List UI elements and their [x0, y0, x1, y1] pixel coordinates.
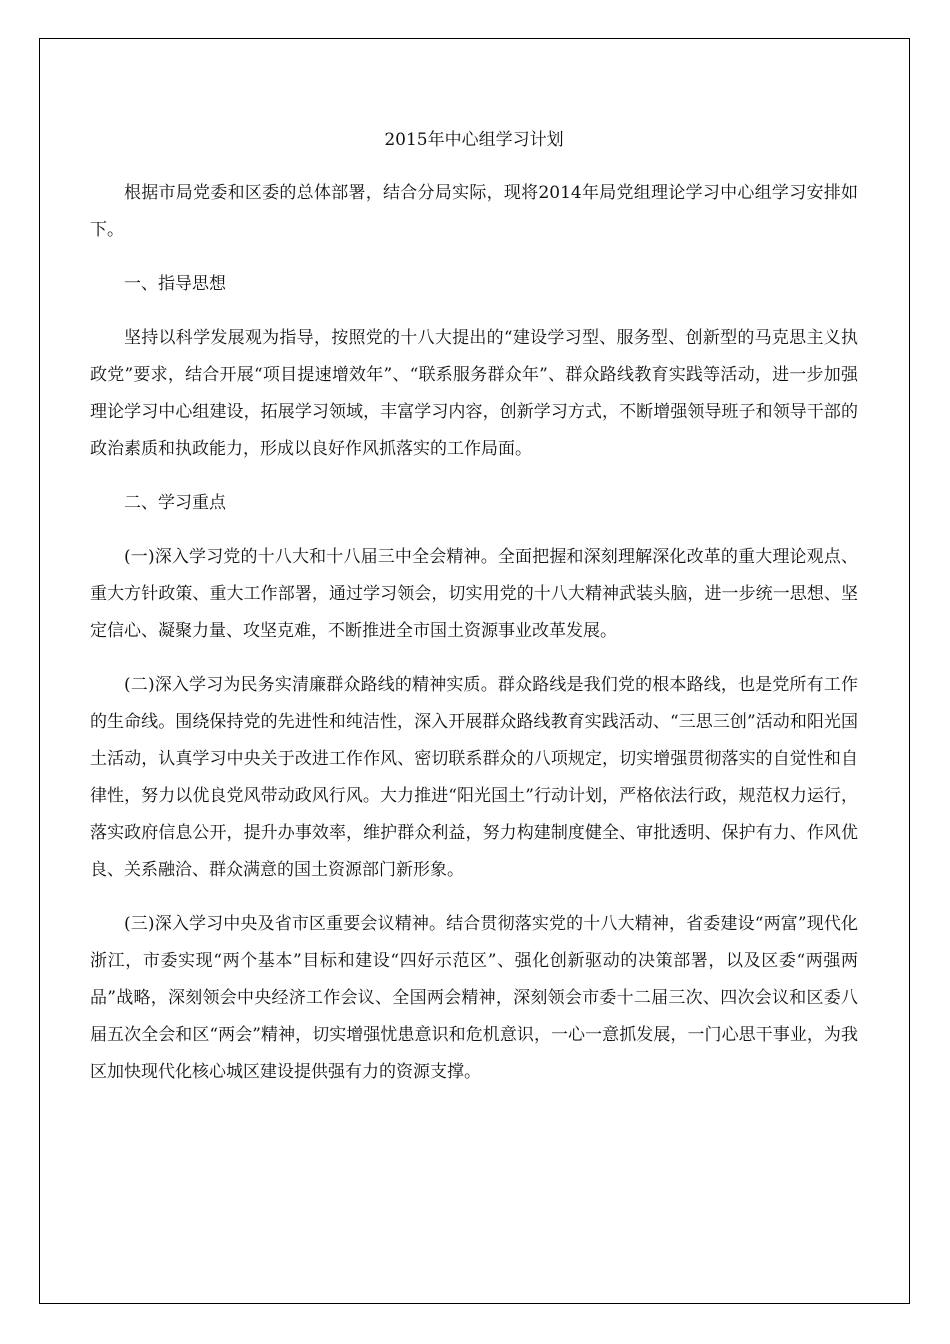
section-heading-study-focus: 二、学习重点	[124, 493, 226, 513]
document-body	[90, 122, 858, 1108]
study-focus-item-2: (二)深入学习为民务实清廉群众路线的精神实质。群众路线是我们党的根本路线，也是党所有工作的生命线。围绕保持党的先进性和纯洁性，深入开展群众路线教育实践活动、“三思三创”活动和阳光国土活动，认真学习中央关于改进工作作风、密切联系群众的八项规定，切实增强贯彻落实的自觉性和自律性，努力以优良党风带动政风行风。大力推进“阳光国土”行动计划，严格依法行政，规范权力运行，落实政府信息公开，提升办事效率，维护群众利益，努力构建制度健全、审批透明、保护有力、作风优良、关系融洽、群众满意的国土资源部门新形象。	[90, 675, 858, 880]
document-title: 2015年中心组学习计划	[384, 130, 564, 150]
section-heading-guiding-ideology: 一、指导思想	[124, 274, 226, 294]
study-focus-item-3: (三)深入学习中央及省市区重要会议精神。结合贯彻落实党的十八大精神，省委建设“两富”现代化浙江，市委实现“两个基本”目标和建设“四好示范区”、强化创新驱动的决策部署，以及区委“两强两品”战略，深刻领会中央经济工作会议、全国两会精神，深刻领会市委十二届三次、四次会议和区委八届五次全会和区“两会”精神，切实增强忧患意识和危机意识，一心一意抓发展，一门心思干事业，为我区加快现代化核心城区建设提供强有力的资源支撑。	[90, 914, 858, 1082]
study-focus-item-1: (一)深入学习党的十八大和十八届三中全会精神。全面把握和深刻理解深化改革的重大理论观点、重大方针政策、重大工作部署，通过学习领会，切实用党的十八大精神武装头脑，进一步统一思想、坚定信心、凝聚力量、攻坚克难，不断推进全市国土资源事业改革发展。	[90, 547, 858, 641]
guiding-ideology-paragraph: 坚持以科学发展观为指导，按照党的十八大提出的“建设学习型、服务型、创新型的马克思主义执政党”要求，结合开展“项目提速增效年”、“联系服务群众年”、群众路线教育实践等活动，进一步加强理论学习中心组建设，拓展学习领域，丰富学习内容，创新学习方式，不断增强领导班子和领导干部的政治素质和执政能力，形成以良好作风抓落实的工作局面。	[90, 328, 858, 459]
intro-paragraph: 根据市局党委和区委的总体部署，结合分局实际，现将2014年局党组理论学习中心组学习安排如下。	[90, 183, 858, 240]
